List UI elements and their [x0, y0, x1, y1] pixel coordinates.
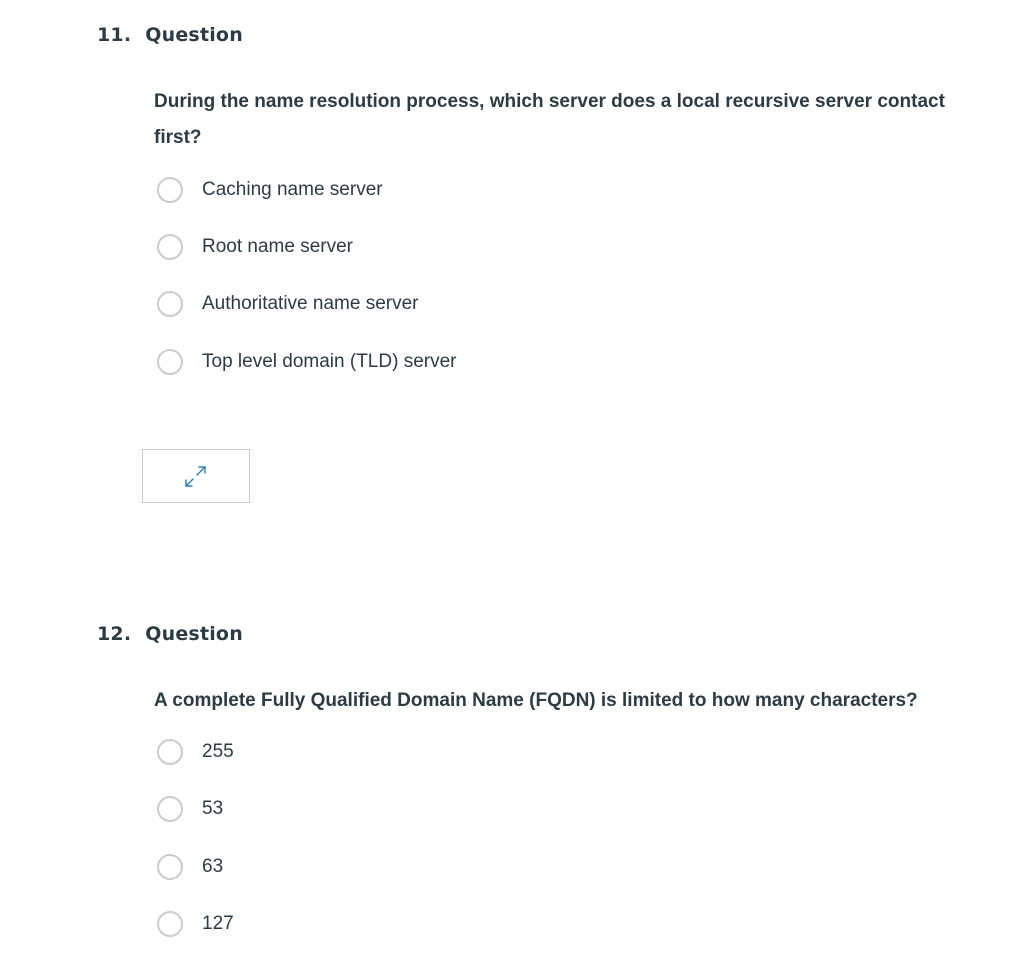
radio-button[interactable] — [157, 291, 183, 317]
answer-option[interactable] — [157, 289, 419, 319]
question-12-text: A complete Fully Qualified Domain Name (FQDN) is limited to how many characters? — [154, 690, 918, 711]
radio-button[interactable] — [157, 349, 183, 375]
answer-option[interactable] — [157, 852, 223, 882]
question-number: 11. — [97, 24, 132, 46]
expand-button[interactable] — [142, 449, 250, 503]
answer-label: Caching name server — [202, 179, 383, 200]
answer-label: Top level domain (TLD) server — [202, 351, 457, 372]
radio-button[interactable] — [157, 739, 183, 765]
expand-arrows-icon — [183, 465, 209, 491]
answer-option[interactable] — [157, 794, 223, 824]
question-number: 12. — [97, 623, 132, 645]
answer-label: 255 — [202, 741, 234, 762]
radio-button[interactable] — [157, 234, 183, 260]
question-12-header — [97, 623, 243, 645]
answer-label: 53 — [202, 798, 224, 819]
radio-button[interactable] — [157, 177, 183, 203]
answer-option[interactable] — [157, 175, 383, 205]
answer-label: Root name server — [202, 236, 354, 257]
question-11-text: During the name resolution process, which server does a local recursive server contact first? — [154, 91, 945, 148]
radio-button[interactable] — [157, 854, 183, 880]
answer-option[interactable] — [157, 347, 456, 377]
radio-button[interactable] — [157, 796, 183, 822]
answer-label: 63 — [202, 856, 224, 877]
radio-button[interactable] — [157, 911, 183, 937]
answer-label: Authoritative name server — [202, 293, 419, 314]
answer-label: 127 — [202, 913, 234, 934]
answer-option[interactable] — [157, 737, 234, 767]
question-11-header — [97, 24, 243, 46]
answer-option[interactable] — [157, 232, 353, 262]
answer-option[interactable] — [157, 909, 234, 939]
question-title: Question — [145, 623, 243, 645]
question-title: Question — [145, 24, 243, 46]
